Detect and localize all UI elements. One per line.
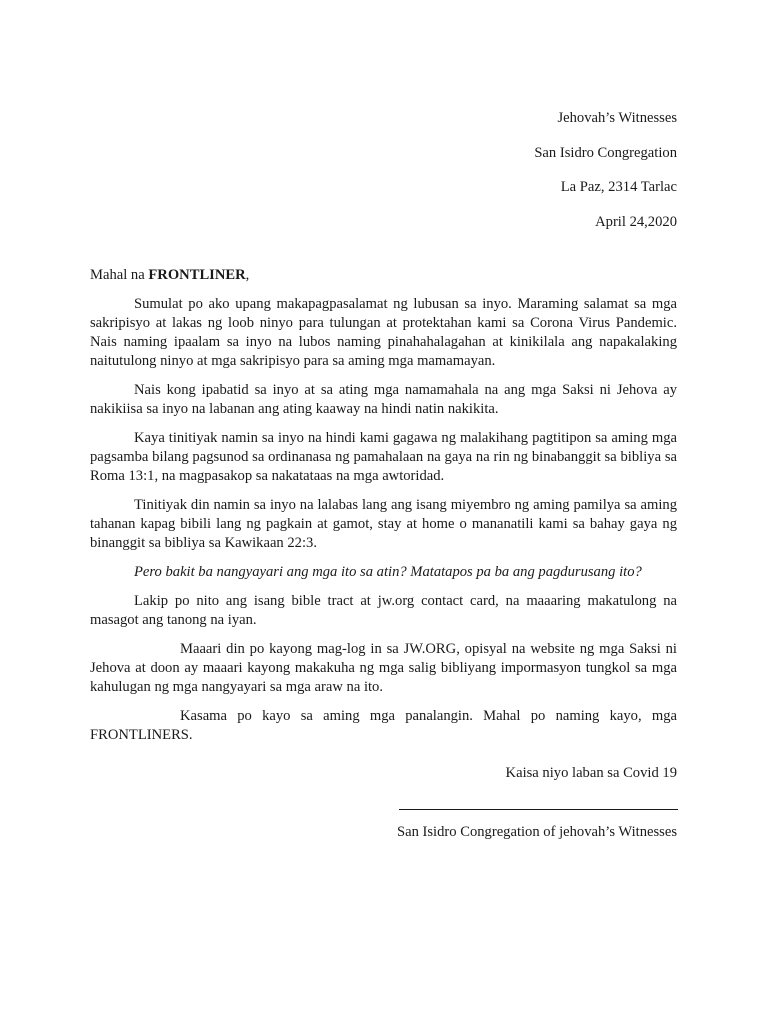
paragraph-gratitude: Sumulat po ako upang makapagpasalamat ng lubusan sa inyo. Maraming salamat sa mga sakripisyo at lakas ng loob ninyo para tulungan at protektahan kami sa Corona Virus Pandemic. Nais naming ipaalam sa inyo na lubos naming pinahahalagahan at kinikilala ang napakalaking naitutulong ninyo at mga sakripisyo para sa aming mga mamamayan. bbox=[90, 296, 677, 369]
signature-line bbox=[399, 809, 678, 810]
salutation-addressee: FRONTLINER bbox=[148, 267, 246, 283]
paragraph-question: Pero bakit ba nangyayari ang mga ito sa atin? Matatapos pa ba ang pagdurusang ito? bbox=[134, 564, 642, 580]
salutation-suffix: , bbox=[245, 267, 250, 283]
letter-body bbox=[90, 295, 677, 755]
salutation-prefix: Mahal na bbox=[90, 267, 149, 283]
letter-date: April 24,2020 bbox=[595, 214, 677, 230]
sender-org: Jehovah’s Witnesses bbox=[557, 110, 677, 126]
paragraph-website: Maaari din po kayong mag-log in sa JW.ORG, opisyal na website ng mga Saksi ni Jehova at doon ay maaari kayong makakuha ng mga salig bibliyang impormasyon tungkol sa mga kahulugan ng mga nangyayari sa mga araw na ito. bbox=[90, 641, 677, 695]
sender-address: La Paz, 2314 Tarlac bbox=[560, 179, 677, 195]
signature-name: San Isidro Congregation of jehovah’s Witnesses bbox=[396, 824, 677, 840]
sender-congregation: San Isidro Congregation bbox=[534, 145, 677, 161]
closing: Kaisa niyo laban sa Covid 19 bbox=[505, 765, 677, 781]
paragraph-prayers: Kasama po kayo sa aming mga panalangin. Mahal po naming kayo, mga FRONTLINERS. bbox=[90, 708, 677, 743]
paragraph-no-gathering: Kaya tinitiyak namin sa inyo na hindi kami gagawa ng malakihang pagtitipon sa aming mga pagsamba bilang pagsunod sa ordinanasa ng pamahalaan na gaya na rin ng binabanggit sa bibliya sa Roma 13:1, na magpasakop sa nakatataas na mga awtoridad. bbox=[90, 430, 677, 484]
paragraph-stay-home: Tinitiyak din namin sa inyo na lalabas lang ang isang miyembro ng aming pamilya sa aming tahanan kapag bibili lang ng pagkain at gamot, stay at home o mananatili kami sa bahay gaya ng binanggit sa bibliya sa Kawikaan 22:3. bbox=[90, 497, 677, 551]
salutation bbox=[90, 267, 249, 284]
paragraph-tract: Lakip po nito ang isang bible tract at jw.org contact card, na maaaring makatulong na masagot ang tanong na iyan. bbox=[90, 593, 677, 628]
paragraph-solidarity: Nais kong ipabatid sa inyo at sa ating mga namamahala na ang mga Saksi ni Jehova ay nakikiisa sa inyo na labanan ang ating kaaway na hindi natin nakikita. bbox=[90, 382, 677, 417]
